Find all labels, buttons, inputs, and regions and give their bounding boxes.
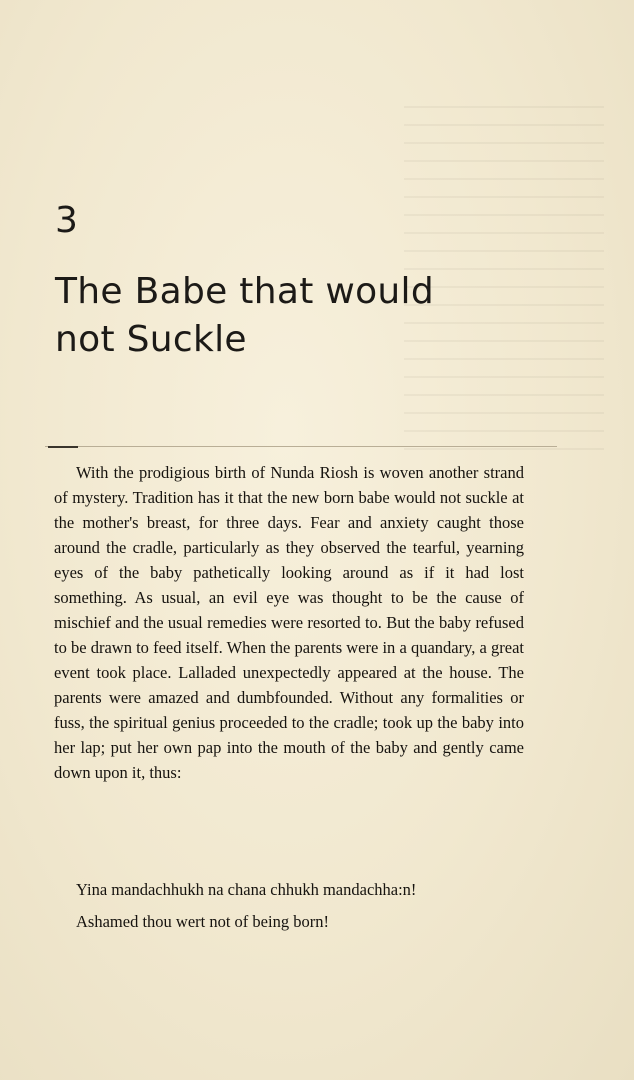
- section-divider: [45, 446, 557, 447]
- verse-block: [76, 874, 536, 938]
- body-text: [54, 460, 524, 785]
- verse-line-1: Yina mandachhukh na chana chhukh mandachha:n!: [76, 880, 417, 899]
- verse-line-2: Ashamed thou wert not of being born!: [76, 912, 329, 931]
- chapter-title: The Babe that would not Suckle: [55, 271, 434, 360]
- divider-mark: [48, 446, 78, 448]
- chapter-number: 3: [55, 200, 78, 241]
- body-paragraph: With the prodigious birth of Nunda Riosh is woven another strand of mystery. Tradition has it that the new born babe would not suckle at the mother's breast, for three days. Fear and anxiety caught those around the cradle, particularly as they observed the tearful, yearning eyes of the baby pathetically looking around as if it had lost something. As usual, an evil eye was thought to be the cause of mischief and the usual remedies were resorted to. But the baby refused to be drawn to feed itself. When the parents were in a quandary, a great event took place. Lalladed unexpectedly appeared at the house. The parents were amazed and dumbfounded. Without any formalities or fuss, the spiritual genius proceeded to the cradle; took up the baby into her lap; put her own pap into the mouth of the baby and gently came down upon it, thus:: [54, 463, 524, 782]
